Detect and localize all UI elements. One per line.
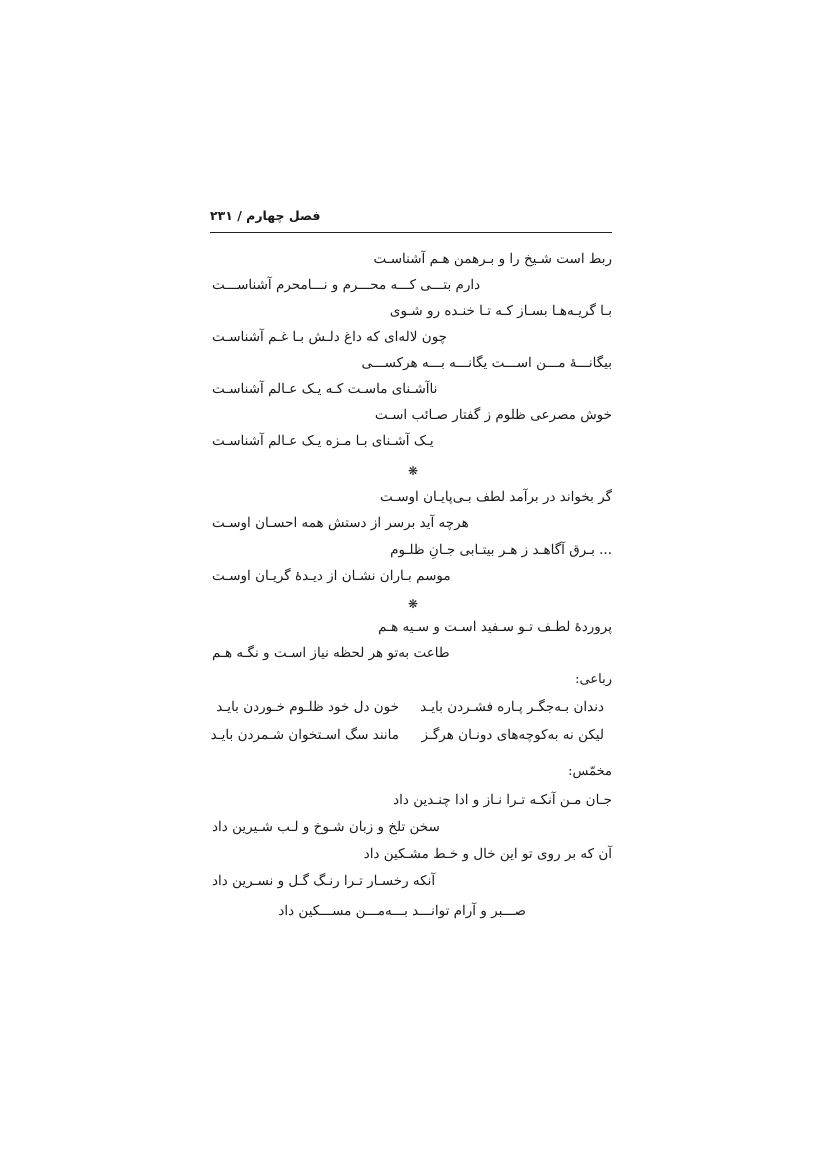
verse-line: بـا گریـه‌هـا بسـاز کـه تـا خنـده رو شـوی [389, 303, 612, 319]
verse-line: هرچه آید برسر از دستش همه احسـان اوسـت [212, 515, 469, 531]
separator-ornament: ❋ [407, 464, 419, 478]
verse-line: یـک آشـنای بـا مـزه یـک عـالم آشناسـت [212, 433, 434, 449]
separator-ornament: ❋ [407, 597, 419, 611]
verse-line: طاعت به‌تو هر لحظه نیاز اسـت و نگـه هـم [212, 645, 450, 661]
verse-line: بیگانـــهٔ مـــن اســـت یگانـــه بـــه هرکســـی [361, 355, 612, 371]
rubai-hemistich: دندان بـه‌جگـر پـاره فشـردن بایـد [420, 699, 604, 715]
verse-line: سخن تلخ و زبان شـوخ و لـب شـیرین داد [212, 819, 440, 835]
verse-line: ناآشـنای ماسـت کـه یـک عـالم آشناسـت [212, 381, 438, 397]
verse-line: موسم بـاران نشـان از دیـدهٔ گریـان اوسـت [212, 568, 451, 584]
verse-line: خوش مصرعی ظلوم ز گفتار صـائب اسـت [374, 407, 612, 423]
rubai-hemistich: لیکن نه به‌کوچه‌های دونـان هرگـز [421, 727, 604, 743]
running-title: فصل چهارم / ۲۳۱ [210, 208, 321, 223]
verse-line: صـــبر و آرام توانـــد بـــه‌مـــن مســـکین داد [278, 903, 526, 919]
rubai-hemistich: مانند سگ اسـتخوان شـمردن بایـد [210, 727, 399, 743]
rubai-label: رباعی: [575, 672, 612, 687]
verse-line: ربط است شـیخ را و بـرهمن هـم آشناسـت [373, 251, 612, 267]
page-header [210, 204, 612, 233]
verse-line: پروردهٔ لطـف تـو سـفید اسـت و سـیه هـم [378, 619, 612, 635]
verse-line: چون لاله‌ای که داغ دلـش بـا غـم آشناسـت [212, 329, 448, 345]
verse-line: دارم بتـــی کـــه محـــرم و نـــامحرم آشناســـت [212, 277, 481, 293]
verse-line: گر بخواند در برآمد لطف بـی‌پایـان اوسـت [380, 489, 612, 505]
verse-line: آن که بر روی تو این خال و خـط مشـکین داد [363, 846, 612, 862]
verse-line: جـان مـن آنکـه تـرا نـاز و ادا چنـدین داد [393, 792, 612, 808]
mukhammas-label: مخمّس: [568, 764, 612, 779]
verse-line: ... بـرق آگاهـد ز هـر بیتـابی جـانِ ظلـوم [390, 542, 612, 558]
rubai-hemistich: خون دل خود ظلـوم خـوردن بایـد [216, 699, 399, 715]
verse-line: آنکه رخسـار تـرا رنـگ گـل و نسـرین داد [212, 873, 436, 889]
